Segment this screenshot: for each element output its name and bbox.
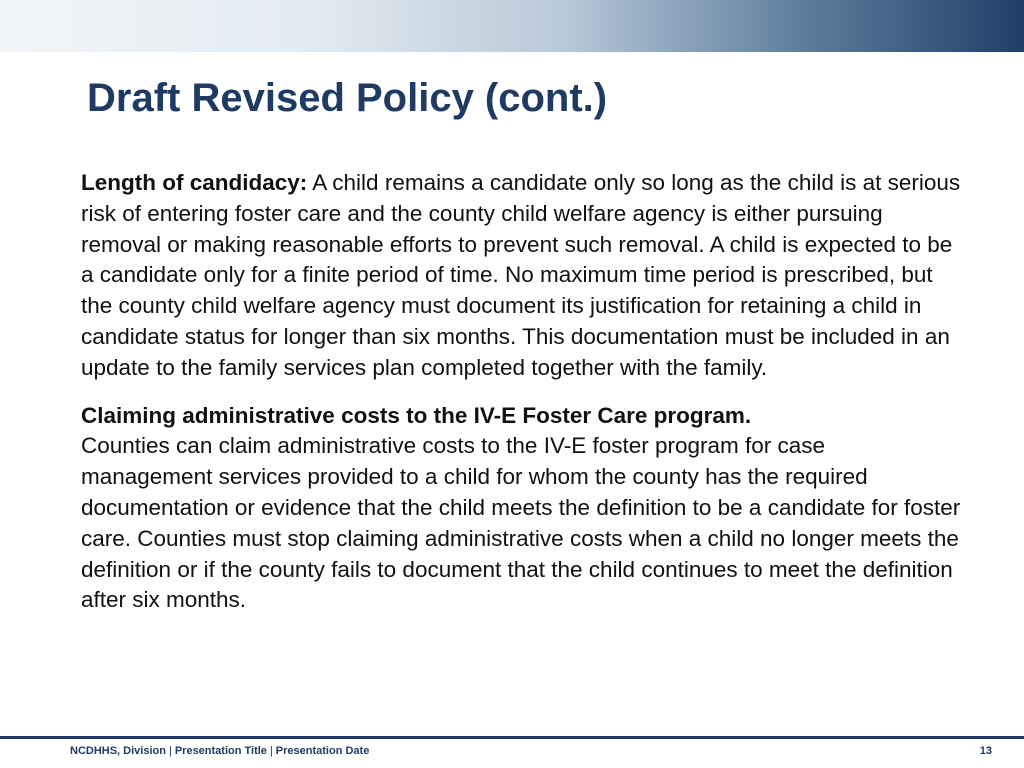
- paragraph-body: A child remains a candidate only so long as the child is at serious risk of entering foster care and the county child welfare agency is either pursuing removal or making reasonable efforts to prevent such removal. A child is expected to be a candidate only for a finite period of time. No maximum time period is prescribed, but the county child welfare agency must document its justification for retaining a child in candidate status for longer than six months. This documentation must be included in an update to the family services plan completed together with the family.: [81, 170, 961, 380]
- paragraph-heading: Claiming administrative costs to the IV-E Foster Care program.: [81, 402, 752, 428]
- footer-organization: NCDHHS, Division: [70, 745, 166, 757]
- slide-content: [81, 168, 961, 616]
- footer-separator: |: [168, 745, 172, 757]
- paragraph-heading: Length of candidacy:: [81, 170, 308, 195]
- paragraph-claiming-costs: [81, 401, 961, 617]
- header-banner: [0, 0, 1024, 52]
- page-number: 13: [979, 745, 992, 757]
- footer-separator: |: [269, 745, 273, 757]
- footer-presentation-date: Presentation Date: [275, 745, 370, 757]
- footer-divider: [0, 736, 1024, 739]
- footer: [70, 745, 369, 757]
- paragraph-body: Counties can claim administrative costs to the IV-E foster program for case management services provided to a child for whom the county has the required documentation or evidence that the child meets the definition to be a candidate for foster care. Counties must stop claiming administrative costs when a child no longer meets the definition or if the county fails to document that the child continues to meet the definition after six months.: [81, 433, 961, 613]
- slide-title: Draft Revised Policy (cont.): [87, 76, 608, 120]
- paragraph-length-of-candidacy: [81, 168, 961, 384]
- footer-presentation-title: Presentation Title: [174, 745, 267, 757]
